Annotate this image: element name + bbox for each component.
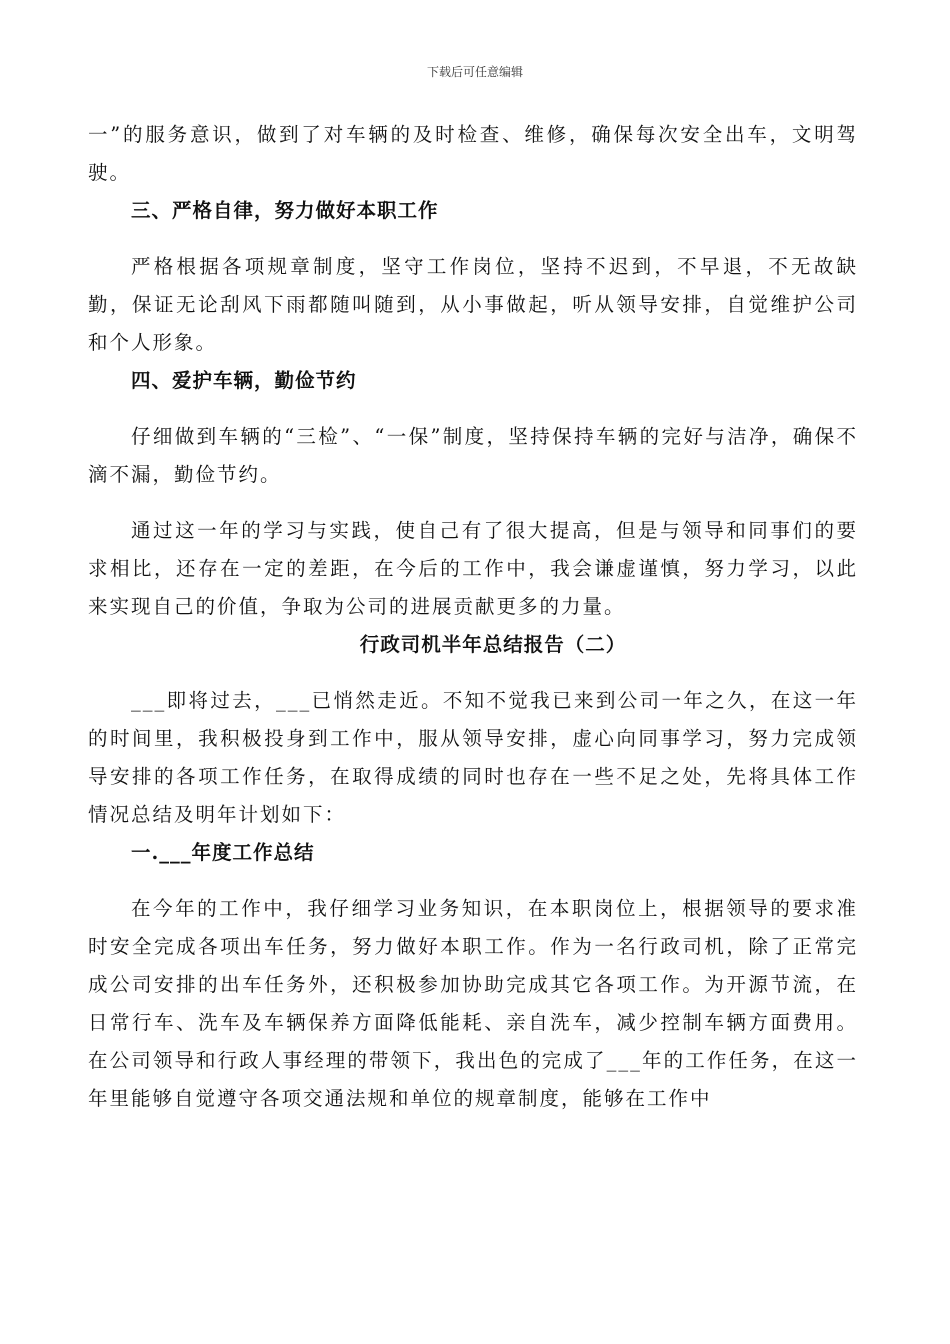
document-body	[88, 116, 858, 1118]
paragraph-conclusion: 通过这一年的学习与实践，使自己有了很大提高，但是与领导和同事们的要求相比，还存在一定的差距，在今后的工作中，我会谦虚谨慎，努力学习，以此来实现自己的价值，争取为公司的进展贡献更多的力量。	[88, 519, 858, 618]
section-heading-discipline: 三、严格自律，努力做好本职工作	[131, 199, 439, 222]
paragraph-discipline: 严格根据各项规章制度，坚守工作岗位，坚持不迟到，不早退，不无故缺勤，保证无论刮风下雨都随叫随到，从小事做起，听从领导安排，自觉维护公司和个人形象。	[88, 255, 858, 354]
paragraph-service-awareness: 一”的服务意识，做到了对车辆的及时检查、维修，确保每次安全出车，文明驾驶。	[88, 123, 858, 184]
paragraph-intro: ___即将过去，___已悄然走近。不知不觉我已来到公司一年之久，在这一年的时间里，我积极投身到工作中，服从领导安排，虚心向同事学习，努力完成领导安排的各项工作任务，在取得成绩的同时也存在一些不足之处，先将具体工作情况总结及明年计划如下：	[88, 689, 858, 826]
paragraph-annual-work: 在今年的工作中，我仔细学习业务知识，在本职岗位上，根据领导的要求准时安全完成各项出车任务，努力做好本职工作。作为一名行政司机，除了正常完成公司安排的出车任务外，还积极参加协助完成其它各项工作。为开源节流，在日常行车、洗车及车辆保养方面降低能耗、亲自洗车，减少控制车辆方面费用。在公司领导和行政人事经理的带领下，我出色的完成了___年的工作任务，在这一年里能够自觉遵守各项交通法规和单位的规章制度，能够在工作中	[88, 897, 858, 1110]
section-heading-vehicle-care: 四、爱护车辆，勤俭节约	[131, 369, 357, 392]
page-header-note: 下载后可任意编辑	[426, 65, 523, 79]
section-heading-annual-summary: 一.___年度工作总结	[131, 841, 315, 864]
report-title-two: 行政司机半年总结报告（二）	[359, 633, 627, 656]
paragraph-vehicle-care: 仔细做到车辆的“三检”、“一保”制度，坚持保持车辆的完好与洁净，确保不滴不漏，勤俭节约。	[88, 425, 858, 486]
